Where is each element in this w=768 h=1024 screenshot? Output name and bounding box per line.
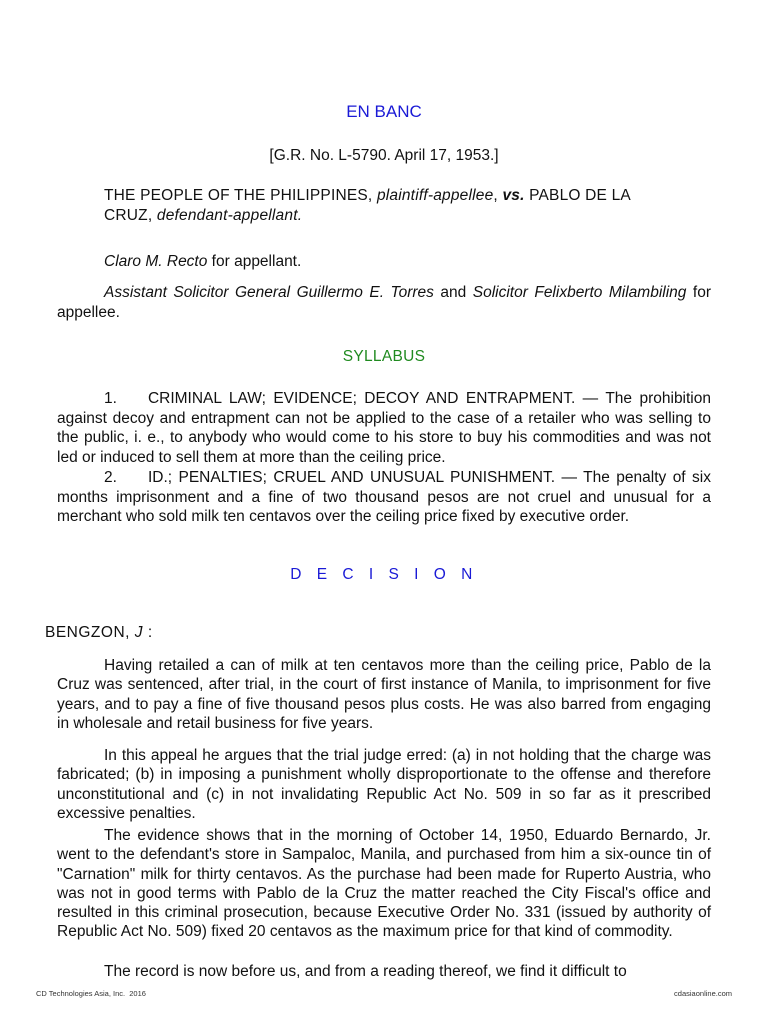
paragraph-text: Having retailed a can of milk at ten centavos more than the ceiling price, Pablo de la Cruz was sentenced, after trial, in the court of first instance of Manila, to imprisonment for five years, and to pay a fine of five thousand pesos plus costs. He was also barred from engaging in wholesale and retail business for five years. [57, 657, 711, 732]
ponente-name: BENGZON, [45, 624, 130, 641]
syllabus-item-text: CRIMINAL LAW; EVIDENCE; DECOY AND ENTRAPMENT. — The prohibition against decoy and entrapment can not be applied to the case of a retailer who was selling to the public, i. e., to anybody who would come to his store to buy his commodities and was not led or induced to sell them at more than the ceiling price. [57, 390, 711, 467]
appellant-counsel-text: for appellant. [207, 253, 302, 270]
decision-heading: D E C I S I O N [290, 566, 478, 583]
ponente-suffix: J [134, 624, 144, 641]
appellee-and: and [433, 284, 473, 301]
case-number: [G.R. No. L-5790. April 17, 1953.] [269, 147, 499, 164]
syllabus-heading: SYLLABUS [342, 348, 426, 365]
counsel-appellee [57, 283, 711, 322]
appellee-counsel-name-1: Assistant Solicitor General Guillermo E. Torres [104, 284, 434, 301]
defendant-name: PABLO DE LA CRUZ [104, 187, 631, 224]
paragraph-text: The record is now before us, and from a reading thereof, we find it difficult to [104, 963, 627, 980]
court-heading: EN BANC [346, 102, 422, 121]
plaintiff-name: THE PEOPLE OF THE PHILIPPINES [104, 187, 368, 204]
decision-paragraph [57, 826, 711, 942]
footer-website: cdasiaonline.com [674, 989, 732, 998]
appellee-counsel-name-2: Solicitor Felixberto Milambiling [472, 284, 687, 301]
case-parties: THE PEOPLE OF THE PHILIPPINES, plaintiff-appellee, vs. PABLO DE LA CRUZ, defendant-appellant. [104, 187, 631, 224]
counsel-appellant [104, 253, 301, 271]
defendant-role: defendant-appellant. [156, 207, 303, 224]
syllabus-item [57, 389, 711, 468]
ponente-colon: : [143, 624, 153, 641]
syllabus-item-number: 1. [104, 390, 117, 407]
syllabus-item-text: ID.; PENALTIES; CRUEL AND UNUSUAL PUNISHMENT. — The penalty of six months imprisonment and a fine of two thousand pesos are not cruel and unusual for a merchant who sold milk ten centavos over the ceiling price fixed by executive order. [57, 469, 711, 526]
syllabus-item-number: 2. [104, 469, 117, 486]
decision-paragraph [57, 656, 711, 733]
appellant-counsel-name: Claro M. Recto [104, 253, 208, 270]
appellee-counsel-text: for appellee. [57, 284, 711, 321]
footer-publisher: CD Technologies Asia, Inc. 2016 [36, 989, 146, 998]
versus-label: vs. [502, 187, 525, 204]
plaintiff-role: plaintiff-appellee [376, 187, 494, 204]
syllabus-item [57, 468, 711, 527]
paragraph-text: The evidence shows that in the morning of October 14, 1950, Eduardo Bernardo, Jr. went to the defendant's store in Sampaloc, Manila, and purchased from him a six-ounce tin of "Carnation" milk for thirty centavos. As the purchase had been made for Ruperto Austria, who was not in good terms with Pablo de la Cruz the matter reached the City Fiscal's office and resulted in this criminal prosecution, because Executive Order No. 331 (issued by authority of Republic Act No. 509) fixed 20 centavos as the maximum price for that kind of commodity. [57, 827, 711, 941]
decision-paragraph [57, 746, 711, 823]
ponente-line [45, 624, 153, 642]
decision-paragraph [57, 962, 711, 981]
paragraph-text: In this appeal he argues that the trial judge erred: (a) in not holding that the charge was fabricated; (b) in imposing a punishment wholly disproportionate to the offense and therefore unconstitutional and (c) in not invalidating Republic Act No. 509 in so far as it prescribed excessive penalties. [57, 747, 711, 822]
